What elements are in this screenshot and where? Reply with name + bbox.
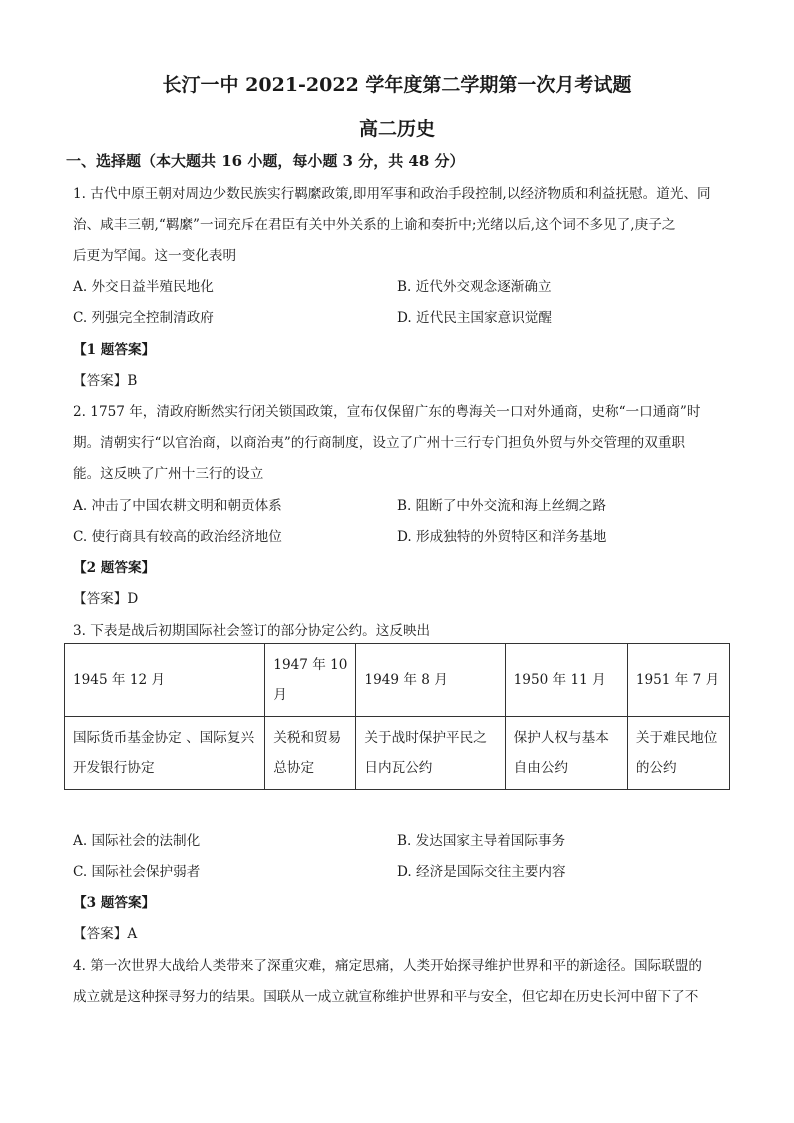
q2-line-2: 期。清朝实行“以官治商，以商治夷”的行商制度，设立了广州十三行专门担负外贸与外交管理的双重职 bbox=[73, 435, 686, 451]
q3-answer-tag: 【3 题答案】 bbox=[73, 895, 156, 911]
q3-option-c: C. 国际社会保护弱者 bbox=[73, 864, 201, 880]
exam-title: 长汀一中 2021-2022 学年度第二学期第一次月考试题 bbox=[162, 74, 632, 96]
q2-answer-tag: 【2 题答案】 bbox=[73, 560, 156, 576]
q3-option-d: D. 经济是国际交往主要内容 bbox=[397, 864, 566, 880]
q1-option-c: C. 列强完全控制清政府 bbox=[73, 310, 214, 326]
table-cell-agreement: 关税和贸易总协定 bbox=[265, 717, 356, 790]
q4-line-1: 4. 第一次世界大战给人类带来了深重灾难，痛定思痛，人类开始探寻维护世界和平的新途径。国际联盟的 bbox=[73, 958, 703, 974]
q2-option-c: C. 使行商具有较高的政治经济地位 bbox=[73, 529, 282, 545]
q2-option-d: D. 形成独特的外贸特区和洋务基地 bbox=[397, 529, 607, 545]
exam-subtitle: 高二历史 bbox=[358, 118, 435, 140]
table-row-dates bbox=[65, 644, 730, 717]
q2-answer: 【答案】D bbox=[73, 591, 139, 607]
q4-line-2: 成立就是这种探寻努力的结果。国联从一成立就宣称维护世界和平与安全，但它却在历史长河中留下了不 bbox=[73, 989, 699, 1005]
q3-option-b: B. 发达国家主导着国际事务 bbox=[397, 833, 566, 849]
q1-answer: 【答案】B bbox=[73, 373, 138, 389]
q1-option-d: D. 近代民主国家意识觉醒 bbox=[397, 310, 552, 326]
q3-stem: 3. 下表是战后初期国际社会签订的部分协定公约。这反映出 bbox=[73, 623, 431, 639]
q2-option-b: B. 阻断了中外交流和海上丝绸之路 bbox=[397, 498, 606, 514]
table-cell-agreement: 关于难民地位的公约 bbox=[627, 717, 729, 790]
q3-option-a: A. 国际社会的法制化 bbox=[73, 833, 201, 849]
section-heading: 一、选择题（本大题共 16 小题，每小题 3 分，共 48 分） bbox=[66, 152, 465, 170]
q3-answer: 【答案】A bbox=[73, 926, 138, 942]
table-cell-agreement: 保护人权与基本自由公约 bbox=[505, 717, 627, 790]
table-cell-agreement: 关于战时保护平民之日内瓦公约 bbox=[356, 717, 505, 790]
table-cell-agreement: 国际货币基金协定 、国际复兴开发银行协定 bbox=[65, 717, 265, 790]
q1-answer-tag: 【1 题答案】 bbox=[73, 342, 156, 358]
table-cell-date: 1947 年 10 月 bbox=[265, 644, 356, 717]
q2-line-3: 能。这反映了广州十三行的设立 bbox=[73, 466, 264, 482]
agreements-table bbox=[64, 643, 730, 790]
table-cell-date: 1949 年 8 月 bbox=[356, 644, 505, 717]
table-cell-date: 1950 年 11 月 bbox=[505, 644, 627, 717]
q1-line-3: 后更为罕闻。这一变化表明 bbox=[73, 248, 237, 264]
table-cell-date: 1945 年 12 月 bbox=[65, 644, 265, 717]
table-cell-date: 1951 年 7 月 bbox=[627, 644, 729, 717]
q1-line-2: 治、咸丰三朝,“羁縻”一词充斥在君臣有关中外关系的上谕和奏折中;光绪以后,这个词不多见了,庚子之 bbox=[73, 217, 676, 233]
q1-option-a: A. 外交日益半殖民地化 bbox=[73, 279, 214, 295]
q1-option-b: B. 近代外交观念逐渐确立 bbox=[397, 279, 552, 295]
q1-line-1: 1. 古代中原王朝对周边少数民族实行羁縻政策,即用军事和政治手段控制,以经济物质和利益抚慰。道光、同 bbox=[73, 186, 711, 202]
table-row-agreements bbox=[65, 717, 730, 790]
q2-line-1: 2. 1757 年，清政府断然实行闭关锁国政策，宣布仅保留广东的粤海关一口对外通商，史称“一口通商”时 bbox=[73, 404, 701, 420]
q2-option-a: A. 冲击了中国农耕文明和朝贡体系 bbox=[73, 498, 282, 514]
